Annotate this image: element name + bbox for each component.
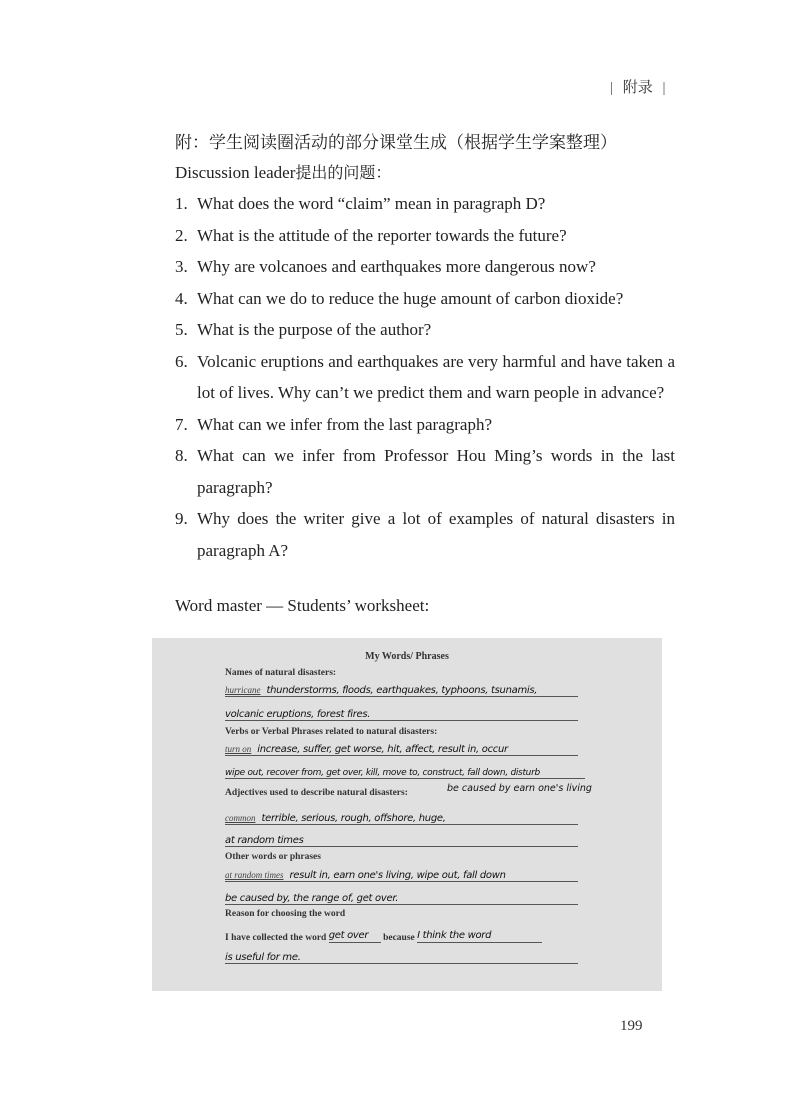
verbs-label: Verbs or Verbal Phrases related to natural disasters: (225, 727, 438, 737)
question-number: 6. (175, 351, 188, 371)
collected-reason-handwriting-2: is useful for me. (225, 952, 301, 963)
other-words-printed-example: at random times (225, 870, 284, 880)
word-master-heading: Word master — Students’ worksheet: (175, 596, 430, 615)
question-item (175, 503, 675, 566)
question-item (175, 409, 675, 441)
question-text: What can we do to reduce the huge amount of carbon dioxide? (197, 288, 624, 308)
question-item (175, 251, 675, 283)
question-number: 8. (175, 446, 188, 465)
question-text: Why does the writer give a lot of examples of natural disasters in paragraph A? (197, 509, 675, 560)
question-text: What is the attitude of the reporter towards the future? (197, 225, 567, 245)
question-text: Volcanic eruptions and earthquakes are very harmful and have taken a lot of lives. Why can’t we predict them and warn people in advance? (197, 351, 675, 402)
question-item (175, 440, 675, 503)
question-list (175, 188, 675, 566)
names-handwriting-1: thunderstorms, floods, earthquakes, typhoons, tsunamis, (266, 685, 538, 696)
question-text: What does the word “claim” mean in paragraph D? (197, 194, 546, 213)
other-words-line-1 (225, 865, 578, 882)
collected-reason-line-2 (225, 947, 578, 964)
names-line-2 (225, 704, 578, 721)
discussion-leader-zh: 提出的问题： (295, 163, 392, 182)
collected-word-handwriting: get over (328, 930, 369, 941)
names-line-1 (225, 680, 578, 697)
question-number: 1. (175, 194, 188, 213)
question-item (175, 314, 675, 346)
collected-word-blank (329, 930, 381, 943)
page-number: 199 (620, 1018, 643, 1034)
question-number: 7. (175, 414, 188, 434)
names-handwriting-2: volcanic eruptions, forest fires. (225, 709, 371, 720)
question-text: What is the purpose of the author? (197, 320, 432, 339)
discussion-leader-heading (175, 160, 391, 183)
header-section-label: 附录 (622, 78, 653, 96)
other-words-handwriting-2: be caused by, the range of, get over. (225, 893, 399, 904)
question-number: 5. (175, 320, 188, 339)
appendix-heading: 附：学生阅读圈活动的部分课堂生成（根据学生学案整理） (175, 133, 617, 153)
other-words-label: Other words or phrases (225, 852, 321, 862)
other-words-line-2 (225, 888, 578, 905)
discussion-leader-en: Discussion leader (175, 163, 296, 182)
question-item (175, 346, 675, 409)
question-number: 4. (175, 288, 188, 308)
header-divider-left: | (610, 80, 614, 96)
adjectives-label: Adjectives used to describe natural disasters: (225, 788, 408, 798)
adjectives-line-2 (225, 830, 578, 847)
collected-prefix: I have collected the word (225, 933, 327, 943)
names-printed-example: hurricane (225, 685, 261, 695)
verbs-handwriting-1: increase, suffer, get worse, hit, affect, result in, occur (257, 744, 508, 755)
question-text: What can we infer from the last paragraph? (197, 414, 492, 434)
collected-word-row (225, 930, 542, 943)
collected-reason-handwriting-1: I think the word (417, 930, 492, 941)
header-divider-right: | (662, 80, 666, 96)
verbs-handwriting-2: wipe out, recover from, get over, kill, move to, construct, fall down, disturb (225, 768, 540, 778)
verbs-printed-example: turn on (225, 744, 252, 754)
adjectives-line-1 (225, 808, 578, 825)
question-number: 9. (175, 509, 188, 528)
question-number: 3. (175, 257, 188, 276)
question-item (175, 283, 675, 315)
collected-because: because (383, 933, 415, 943)
adjectives-handwriting-1: terrible, serious, rough, offshore, huge, (261, 813, 446, 824)
worksheet-title: My Words/ Phrases (365, 651, 449, 662)
reason-label: Reason for choosing the word (225, 909, 346, 919)
collected-reason-blank-1 (417, 930, 542, 943)
question-number: 2. (175, 225, 188, 245)
question-item (175, 220, 675, 252)
question-text: Why are volcanoes and earthquakes more dangerous now? (197, 257, 596, 276)
adjectives-handwriting-2: at random times (225, 835, 304, 846)
running-header (610, 76, 666, 97)
question-text: What can we infer from Professor Hou Ming’s words in the last paragraph? (197, 446, 675, 497)
question-item (175, 188, 675, 220)
worksheet-scan (152, 638, 662, 991)
verbs-handwritten-note: be caused by earn one's living (447, 783, 592, 794)
adjectives-printed-example: common (225, 813, 256, 823)
verbs-line-1 (225, 739, 578, 756)
names-label: Names of natural disasters: (225, 668, 337, 678)
verbs-line-2 (225, 762, 585, 779)
other-words-handwriting-1: result in, earn one's living, wipe out, fall down (289, 870, 506, 881)
